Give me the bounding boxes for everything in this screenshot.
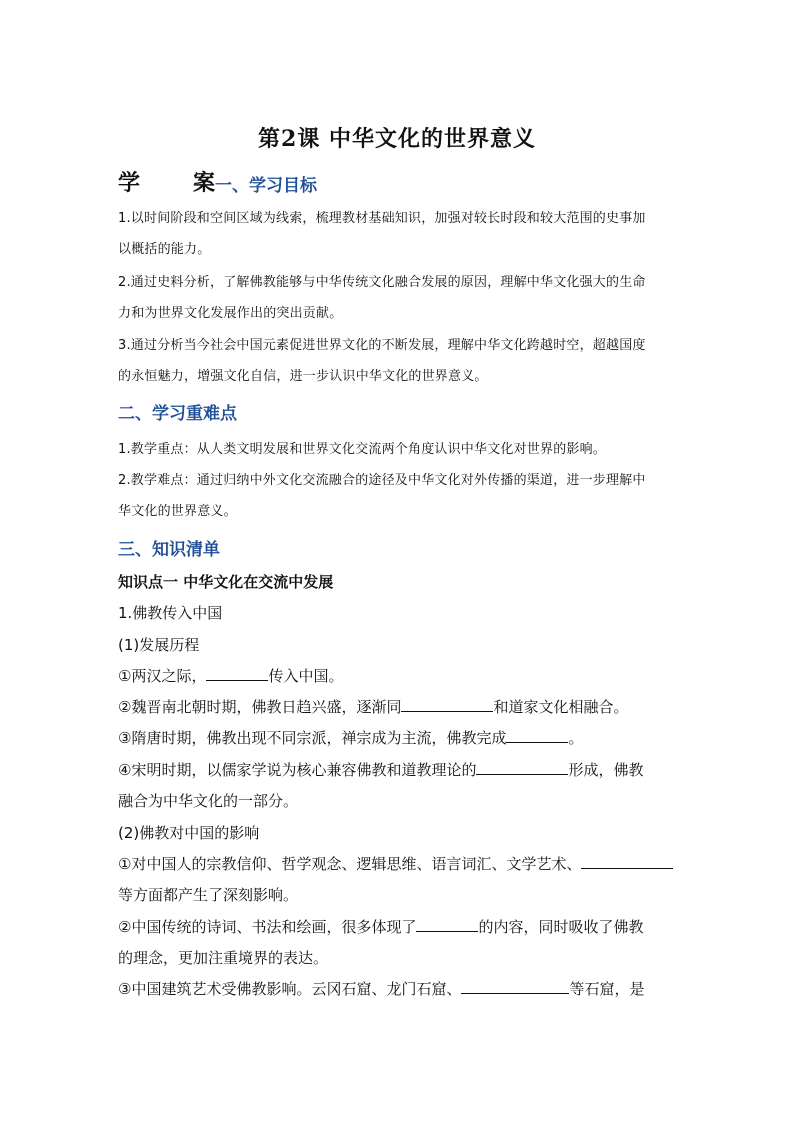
text-line <box>118 696 628 717</box>
text-segment: ①两汉之际， <box>118 667 207 685</box>
fill-blank[interactable] <box>401 697 493 712</box>
goal-line: 1.以时间阶段和空间区域为线索，梳理教材基础知识，加强对较长时段和较大范围的史事加 <box>118 211 646 226</box>
fill-blank[interactable] <box>416 917 478 932</box>
keypoint-line: 2.教学难点：通过归纳中外文化交流融合的途径及中华文化对外传播的渠道，进一步理解中 <box>118 473 646 488</box>
text-segment: ③隋唐时期，佛教出现不同宗派，禅宗成为主流，佛教完成 <box>118 729 507 747</box>
text-line: (2)佛教对中国的影响 <box>118 824 260 842</box>
text-segment: 和道家文化相融合。 <box>493 698 629 716</box>
text-line <box>118 978 644 999</box>
keypoint-line: 华文化的世界意义。 <box>118 504 237 519</box>
goal-line: 以概括的能力。 <box>118 242 211 257</box>
section-heading-knowledge: 三、知识清单 <box>118 540 220 560</box>
header-an: 案 <box>193 170 216 196</box>
text-line: (1)发展历程 <box>118 636 200 654</box>
text-segment: ②中国传统的诗词、书法和绘画，很多体现了 <box>118 918 417 936</box>
text-line <box>118 853 673 874</box>
section-heading-keypoints: 二、学习重难点 <box>118 404 237 424</box>
knowledge-point-heading: 知识点一 中华文化在交流中发展 <box>118 573 334 591</box>
text-line <box>118 916 643 937</box>
section-heading-goals: 一、学习目标 <box>215 176 317 196</box>
goal-line: 的永恒魅力，增强文化自信，进一步认识中华文化的世界意义。 <box>118 369 488 384</box>
fill-blank[interactable] <box>206 666 268 681</box>
text-segment: 的内容，同时吸收了佛教 <box>478 918 644 936</box>
text-line: 融合为中华文化的一部分。 <box>118 792 299 810</box>
goal-line: 力和为世界文化发展作出的突出贡献。 <box>118 306 343 321</box>
fill-blank[interactable] <box>506 728 568 743</box>
text-segment: ①对中国人的宗教信仰、哲学观念、逻辑思维、语言词汇、文学艺术、 <box>118 855 582 873</box>
text-line: 等方面都产生了深刻影响。 <box>118 886 299 904</box>
text-line <box>118 665 343 686</box>
keypoint-line: 1.教学重点：从人类文明发展和世界文化交流两个角度认识中华文化对世界的影响。 <box>118 442 607 457</box>
text-segment: ②魏晋南北朝时期，佛教日趋兴盛，逐渐同 <box>118 698 402 716</box>
goal-line: 3.通过分析当今社会中国元素促进世界文化的不断发展，理解中华文化跨越时空，超越国度 <box>118 338 646 353</box>
text-segment: 等石窟，是 <box>569 980 645 998</box>
fill-blank[interactable] <box>581 854 673 869</box>
page-title: 第2课 中华文化的世界意义 <box>258 126 536 152</box>
text-segment: 。 <box>568 729 584 747</box>
text-segment: 传入中国。 <box>268 667 344 685</box>
text-segment: ④宋明时期，以儒家学说为核心兼容佛教和道教理论的 <box>118 761 477 779</box>
text-line: 的理念，更加注重境界的表达。 <box>118 949 329 967</box>
fill-blank[interactable] <box>476 760 568 775</box>
goal-line: 2.通过史料分析，了解佛教能够与中华传统文化融合发展的原因，理解中华文化强大的生命 <box>118 275 646 290</box>
text-line: 1.佛教传入中国 <box>118 604 223 622</box>
text-line <box>118 727 583 748</box>
text-line <box>118 759 643 780</box>
text-segment: 形成，佛教 <box>568 761 644 779</box>
text-segment: ③中国建筑艺术受佛教影响。云冈石窟、龙门石窟、 <box>118 980 462 998</box>
header-xue: 学 <box>118 170 141 196</box>
fill-blank[interactable] <box>461 979 569 994</box>
